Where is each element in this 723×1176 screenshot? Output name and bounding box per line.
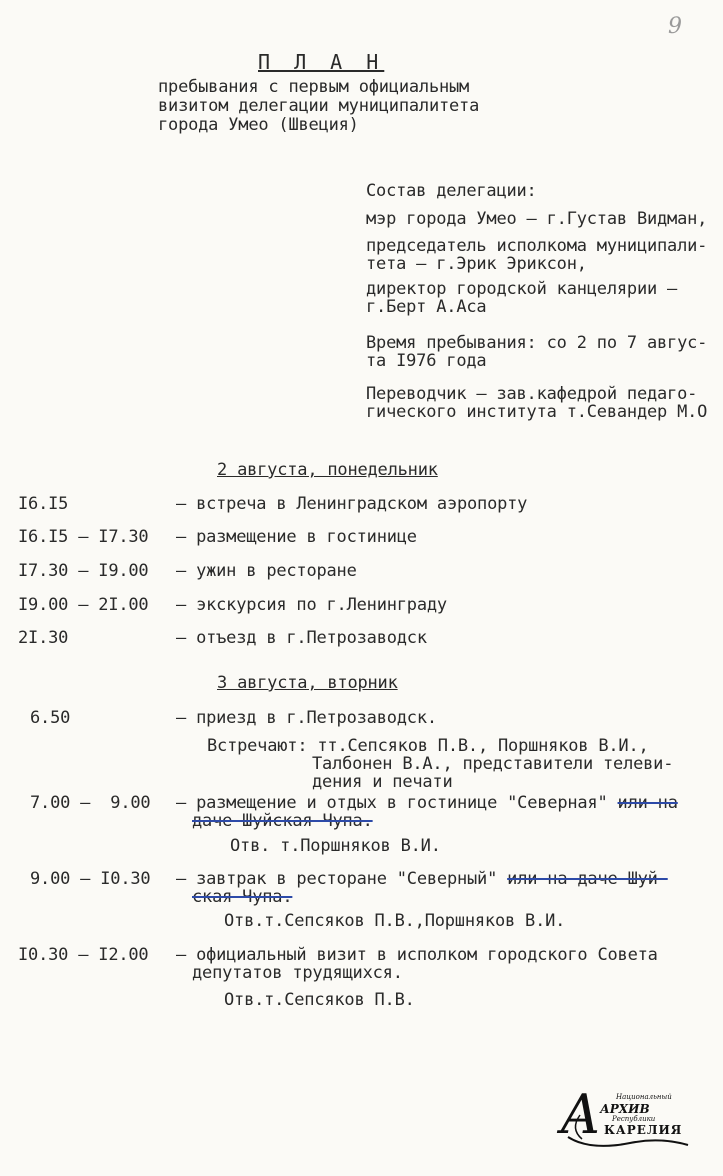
archive-logo-line: Национальный — [616, 1093, 672, 1101]
subtitle-line-2: визитом делегации муниципалитета — [158, 96, 480, 116]
responsible: Отв.т.Сепсяков П.В.,Поршняков В.И. — [224, 911, 566, 931]
schedule-time: 7.00 – 9.00 — [30, 793, 151, 813]
delegation-line: мэр города Умео – г.Густав Видман, — [366, 209, 708, 229]
day2-header: 3 августа, вторник — [217, 673, 398, 693]
schedule-item: – отъезд в г.Петрозаводск — [176, 628, 427, 648]
meeting-line: дения и печати — [312, 772, 453, 792]
schedule-item-text: – завтрак в ресторане "Северный" — [176, 869, 508, 889]
schedule-time: I6.I5 — [18, 494, 69, 514]
struck-text: или на даче Шуй- — [507, 869, 668, 889]
schedule-time: I9.00 – 2I.00 — [18, 595, 149, 615]
archive-logo-line: АРХИВ — [600, 1102, 650, 1116]
schedule-item: – встреча в Ленинградском аэропорту — [176, 494, 528, 514]
subtitle-line-1: пребывания с первым официальным — [158, 77, 470, 97]
schedule-item: – приезд в г.Петрозаводск. — [176, 708, 437, 728]
day1-header: 2 августа, понедельник — [217, 460, 438, 480]
schedule-item: – официальный визит в исполком городского Совета — [176, 945, 658, 965]
subtitle-line-3: города Умео (Швеция) — [158, 115, 359, 135]
schedule-time: I0.30 – I2.00 — [18, 945, 149, 965]
interpreter: Переводчик – зав.кафедрой педаго- — [366, 384, 698, 404]
delegation-line: г.Берт А.Аса — [366, 297, 487, 317]
schedule-item-text: – размещение и отдых в гостинице "Северная" — [176, 793, 618, 813]
delegation-line: директор городской канцелярии – — [366, 279, 678, 299]
archive-logo — [560, 1085, 690, 1155]
schedule-item-cont: ская Чупа. — [192, 887, 293, 907]
schedule-time: I6.I5 – I7.30 — [18, 527, 149, 547]
meeting-line: Встречают: тт.Сепсяков П.В., Поршняков В.И., — [207, 736, 649, 756]
schedule-item: – ужин в ресторане — [176, 561, 357, 581]
schedule-item-cont: депутатов трудящихся. — [192, 963, 403, 983]
schedule-time: 6.50 — [30, 708, 71, 728]
archive-logo-line: КАРЕЛИЯ — [604, 1123, 683, 1137]
delegation-heading: Состав делегации: — [366, 181, 537, 201]
stay-period: Время пребывания: со 2 по 7 авгус- — [366, 333, 708, 353]
delegation-line: тета – г.Эрик Эриксон, — [366, 254, 587, 274]
responsible: Отв.т.Сепсяков П.В. — [224, 990, 415, 1010]
schedule-time: 2I.30 — [18, 628, 69, 648]
delegation-line: председатель исполкома муниципали- — [366, 236, 708, 256]
document-title: П Л А Н — [258, 50, 385, 74]
schedule-time: 9.00 – I0.30 — [30, 869, 151, 889]
interpreter: гического института т.Севандер М.О — [366, 402, 708, 422]
schedule-item: – размещение в гостинице — [176, 527, 417, 547]
schedule-item-cont: даче Шуйская Чупа. — [192, 811, 373, 831]
struck-text: или на — [617, 793, 678, 813]
stay-period: та I976 года — [366, 351, 487, 371]
schedule-item: – экскурсия по г.Ленинграду — [176, 595, 447, 615]
meeting-line: Талбонен В.А., представители телеви- — [312, 754, 674, 774]
responsible: Отв. т.Поршняков В.И. — [230, 836, 441, 856]
page-number: 9 — [668, 14, 682, 39]
schedule-time: I7.30 – I9.00 — [18, 561, 149, 581]
archive-logo-letter: А — [560, 1083, 601, 1146]
archive-logo-line: Республики — [612, 1115, 656, 1123]
